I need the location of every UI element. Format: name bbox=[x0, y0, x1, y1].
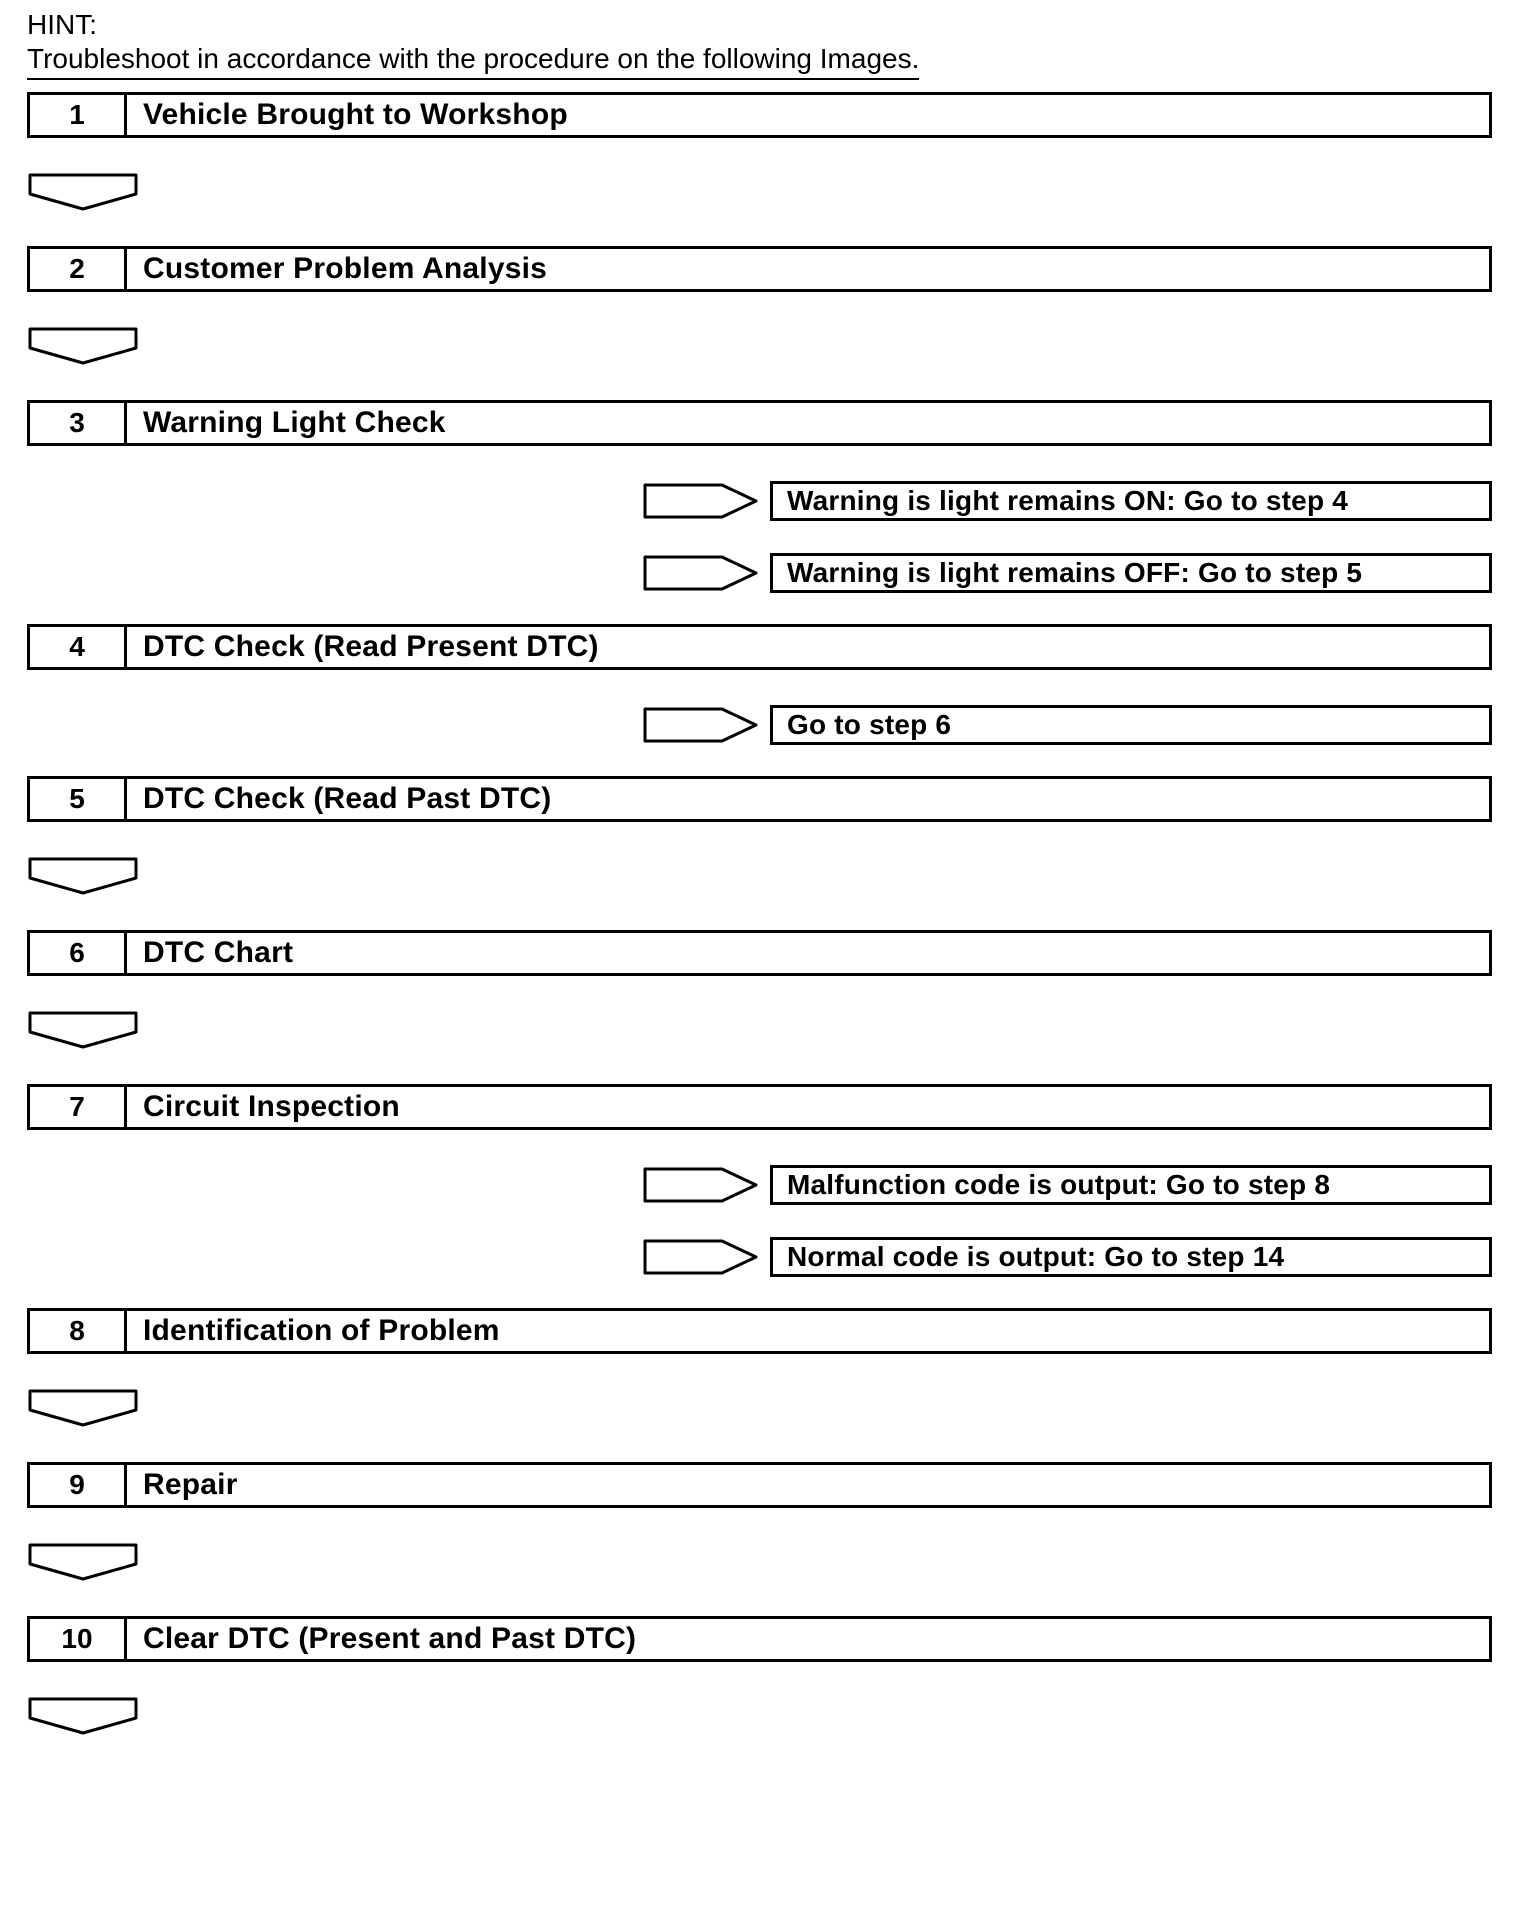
step-3-warning-light-check bbox=[27, 400, 1492, 446]
down-connector-icon bbox=[27, 1010, 1492, 1050]
hint-text bbox=[27, 42, 1492, 80]
step-number: 9 bbox=[30, 1465, 127, 1505]
step-number: 1 bbox=[30, 95, 127, 135]
step-4-dtc-check-present bbox=[27, 624, 1492, 670]
down-connector-icon bbox=[27, 856, 1492, 896]
branch-warning-on bbox=[27, 480, 1492, 522]
down-connector-icon bbox=[27, 1388, 1492, 1428]
step-number: 8 bbox=[30, 1311, 127, 1351]
branch-label: Warning is light remains OFF: Go to step 5 bbox=[770, 553, 1492, 593]
branch-go-to-step-6 bbox=[27, 704, 1492, 746]
step-label: DTC Check (Read Present DTC) bbox=[143, 630, 599, 663]
branch-label: Go to step 6 bbox=[770, 705, 1492, 745]
step-number: 10 bbox=[30, 1619, 127, 1659]
step-2-customer-problem-analysis bbox=[27, 246, 1492, 292]
step-label: DTC Chart bbox=[143, 936, 294, 969]
step-label: Circuit Inspection bbox=[143, 1090, 400, 1123]
right-arrow-icon bbox=[642, 704, 760, 746]
hint-text-underlined: Troubleshoot in accordance with the procedure on the following Images. bbox=[27, 42, 919, 80]
step-label: Warning Light Check bbox=[143, 406, 446, 439]
step-9-repair bbox=[27, 1462, 1492, 1508]
step-number: 4 bbox=[30, 627, 127, 667]
branch-malfunction-code bbox=[27, 1164, 1492, 1206]
step-1-vehicle-brought-to-workshop bbox=[27, 92, 1492, 138]
branch-label: Malfunction code is output: Go to step 8 bbox=[770, 1165, 1492, 1205]
step-number: 6 bbox=[30, 933, 127, 973]
branch-label: Normal code is output: Go to step 14 bbox=[770, 1237, 1492, 1277]
step-5-dtc-check-past bbox=[27, 776, 1492, 822]
down-connector-icon bbox=[27, 326, 1492, 366]
right-arrow-icon bbox=[642, 1236, 760, 1278]
step-label: Repair bbox=[143, 1468, 238, 1501]
step-label: DTC Check (Read Past DTC) bbox=[143, 782, 552, 815]
branch-normal-code bbox=[27, 1236, 1492, 1278]
step-7-circuit-inspection bbox=[27, 1084, 1492, 1130]
step-number: 7 bbox=[30, 1087, 127, 1127]
branch-label: Warning is light remains ON: Go to step 4 bbox=[770, 481, 1492, 521]
hint-label: HINT: bbox=[27, 9, 97, 40]
step-6-dtc-chart bbox=[27, 930, 1492, 976]
right-arrow-icon bbox=[642, 1164, 760, 1206]
step-number: 2 bbox=[30, 249, 127, 289]
down-connector-icon bbox=[27, 172, 1492, 212]
down-connector-icon bbox=[27, 1696, 1492, 1736]
step-label: Clear DTC (Present and Past DTC) bbox=[143, 1622, 637, 1655]
step-8-identification-of-problem bbox=[27, 1308, 1492, 1354]
step-10-clear-dtc bbox=[27, 1616, 1492, 1662]
right-arrow-icon bbox=[642, 552, 760, 594]
step-number: 3 bbox=[30, 403, 127, 443]
step-label: Identification of Problem bbox=[143, 1314, 500, 1347]
step-label: Vehicle Brought to Workshop bbox=[143, 98, 568, 131]
branch-warning-off bbox=[27, 552, 1492, 594]
down-connector-icon bbox=[27, 1542, 1492, 1582]
step-number: 5 bbox=[30, 779, 127, 819]
step-label: Customer Problem Analysis bbox=[143, 252, 548, 285]
right-arrow-icon bbox=[642, 480, 760, 522]
